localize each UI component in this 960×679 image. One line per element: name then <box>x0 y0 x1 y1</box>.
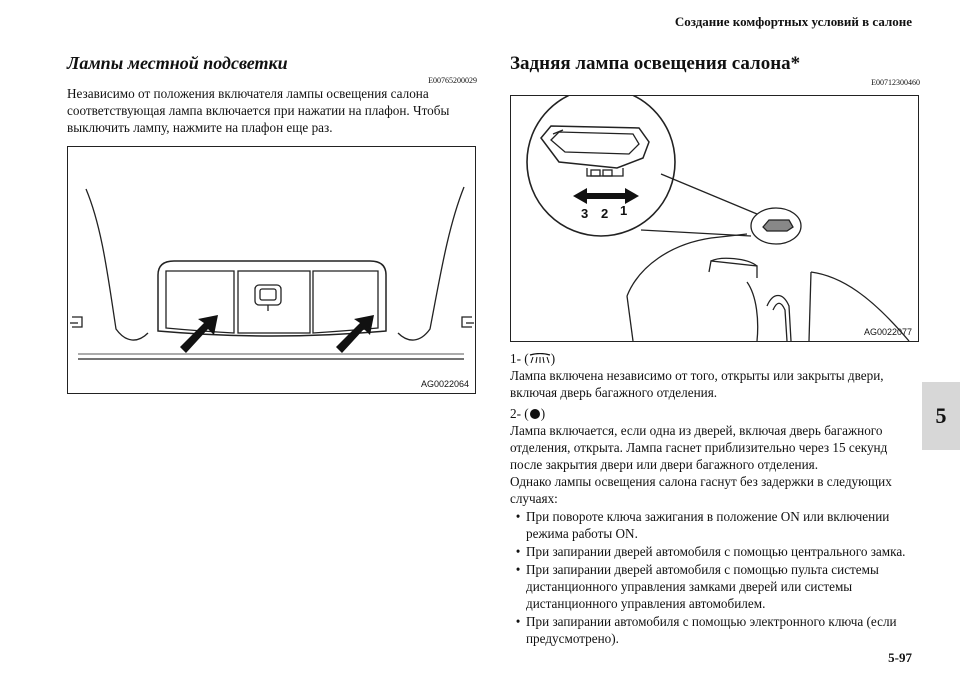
conditions-list <box>510 508 920 647</box>
bullet-icon: • <box>515 562 521 577</box>
page-number: 5-97 <box>888 650 912 665</box>
section-code: E00712300460 <box>871 78 920 87</box>
item-2-text: Лампа включается, если одна из дверей, включая дверь багажного отделения, открыта. Лампа гаснет приблизительно через 15 секунд после закрытия двери или двери багажного отделения. <box>510 423 888 472</box>
figure-label: AG0022077 <box>863 327 912 337</box>
left-column <box>67 52 477 394</box>
map-lamps-illustration <box>68 147 475 393</box>
note-text: Однако лампы освещения салона гаснут без задержки в следующих случаях: <box>510 474 892 506</box>
left-paragraph: Независимо от положения включателя лампы освещения салона соответствующая лампа включается при нажатии на плафон. Чтобы выключить лампу, нажмите на плафон еще раз. <box>67 86 450 135</box>
figure-map-lamps <box>67 146 476 394</box>
bullet-icon: • <box>515 509 521 524</box>
callout-3: 3 <box>581 206 589 221</box>
rear-lamp-illustration <box>511 96 918 341</box>
list-item: • При повороте ключа зажигания в положение ON или включении режима работы ON. <box>510 508 920 542</box>
callout-1: 1 <box>620 203 628 218</box>
list-item: • При запирании дверей автомобиля с помощью центрального замка. <box>510 543 920 560</box>
bullet-icon: • <box>515 614 521 629</box>
figure-label: AG0022064 <box>420 379 469 389</box>
figure-rear-lamp <box>510 95 919 342</box>
item-2-heading: 2- ( ) <box>510 406 546 421</box>
chapter-number: 5 <box>935 403 947 428</box>
bullet-icon: • <box>515 544 521 559</box>
section-code: E00765200029 <box>428 76 477 85</box>
running-header: Создание комфортных условий в салоне <box>674 14 912 29</box>
item-1-heading: 1- ( ) <box>510 351 556 366</box>
item-1-text: Лампа включена независимо от того, открыты или закрыты двери, включая дверь багажного отделения. <box>510 368 884 400</box>
rear-lamp-description <box>510 350 920 647</box>
lamp-rays-icon <box>529 353 551 365</box>
list-item: • При запирании автомобиля с помощью электронного ключа (если предусмотрено). <box>510 613 920 647</box>
callout-2: 2 <box>601 206 609 221</box>
section-title-local-lamps: Лампы местной подсветки <box>67 53 288 73</box>
list-item: • При запирании дверей автомобиля с помощью пульта системы дистанционного управления замками дверей или системы дистанционного управления автомобилем. <box>510 561 920 612</box>
door-dot-icon <box>529 408 541 420</box>
right-column <box>510 52 920 647</box>
section-title-rear-lamp: Задняя лампа освещения салона* <box>510 53 801 74</box>
chapter-tab <box>922 382 960 450</box>
